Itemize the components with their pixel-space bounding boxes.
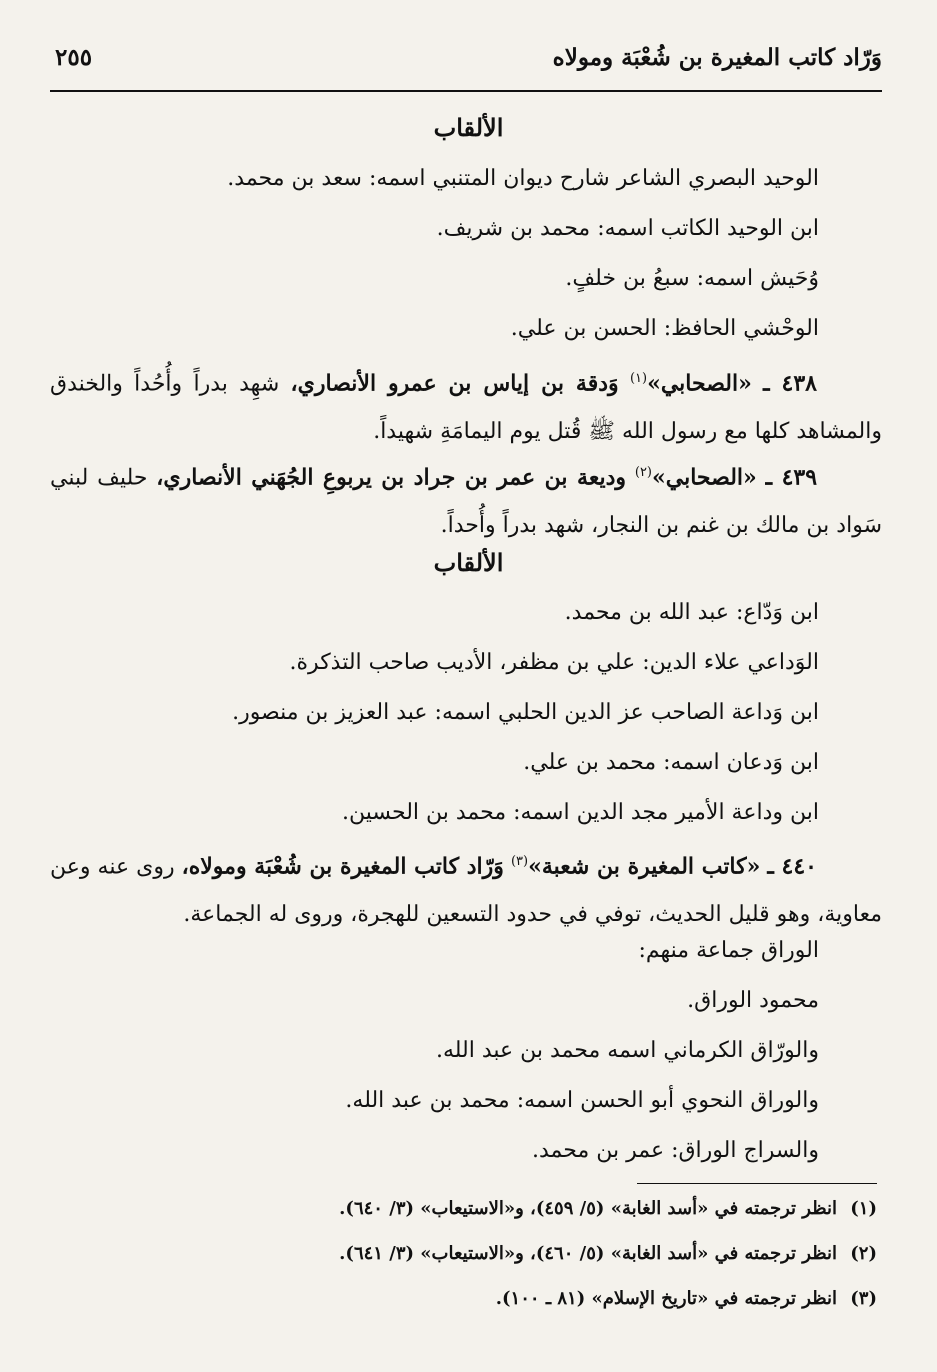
footnote-text: انظر ترجمته في «تاريخ الإسلام» (٨١ ـ ١٠٠). bbox=[495, 1288, 837, 1309]
section-heading-alqab-1: الألقاب bbox=[433, 113, 504, 142]
entry-name: وَرّاد كاتب المغيرة بن شُعْبَة ومولاه، bbox=[181, 853, 504, 880]
footnote-2 bbox=[339, 1243, 877, 1264]
footnote-ref: (٣) bbox=[510, 854, 529, 869]
entry-text: روى عنه وعن معاوية، وهو قليل الحديث، توفي في حدود التسعين للهجرة، وروى له الجماعة. bbox=[50, 854, 882, 928]
warraq-line-3: والورّاق الكرماني اسمه محمد بن عبد الله. bbox=[435, 1038, 819, 1063]
entry-number: ٤٣٨ ـ bbox=[763, 370, 817, 397]
footnote-text: انظر ترجمته في «أسد الغابة» (٥/ ٤٥٩)، و«الاستيعاب» (٣/ ٦٤٠). bbox=[339, 1198, 837, 1219]
footnote-ref: (١) bbox=[629, 371, 648, 386]
footnote-rule bbox=[637, 1183, 877, 1184]
page-header bbox=[55, 40, 882, 80]
warraq-line-2: محمود الوراق. bbox=[687, 988, 819, 1013]
alqab-line-3: وُحَيش اسمه: سبعُ بن خلفٍ. bbox=[565, 266, 819, 291]
alqab2-line-5: ابن وداعة الأمير مجد الدين اسمه: محمد بن الحسين. bbox=[342, 800, 819, 825]
footnote-ref: (٢) bbox=[634, 465, 652, 480]
warraq-line-1: الوراق جماعة منهم: bbox=[638, 938, 819, 963]
footnote-number: (٢) bbox=[850, 1243, 877, 1264]
alqab-line-1: الوحيد البصري الشاعر شارح ديوان المتنبي اسمه: سعد بن محمد. bbox=[227, 166, 819, 191]
entry-number: ٤٤٠ ـ bbox=[767, 853, 817, 880]
footnote-1 bbox=[339, 1198, 877, 1219]
alqab2-line-4: ابن وَدعان اسمه: محمد بن علي. bbox=[523, 750, 819, 775]
footnote-number: (٣) bbox=[850, 1288, 877, 1309]
entry-tag: «كاتب المغيرة بن شعبة» bbox=[528, 853, 761, 880]
entry-438 bbox=[50, 355, 882, 456]
entry-439 bbox=[50, 449, 882, 550]
entry-name: وَدقة بن إياس بن عمرو الأنصاري، bbox=[290, 370, 619, 397]
page-number: ٢٥٥ bbox=[55, 44, 93, 71]
section-heading-alqab-2: الألقاب bbox=[433, 548, 504, 577]
running-title: وَرّاد كاتب المغيرة بن شُعْبَة ومولاه bbox=[552, 44, 882, 71]
alqab2-line-3: ابن وَداعة الصاحب عز الدين الحلبي اسمه: عبد العزيز بن منصور. bbox=[232, 700, 819, 725]
entry-tag: «الصحابي» bbox=[647, 370, 752, 397]
entry-tag: «الصحابي» bbox=[652, 464, 757, 491]
entry-text: حليف لبني سَواد بن مالك بن غنم بن النجار، شهد بدراً وأُحداً. bbox=[50, 465, 882, 539]
entry-440 bbox=[50, 838, 882, 939]
alqab2-line-2: الوَداعي علاء الدين: علي بن مظفر، الأديب صاحب التذكرة. bbox=[289, 650, 819, 675]
footnote-text: انظر ترجمته في «أسد الغابة» (٥/ ٤٦٠)، و«الاستيعاب» (٣/ ٦٤١). bbox=[339, 1243, 837, 1264]
header-rule bbox=[50, 90, 882, 92]
footnote-number: (١) bbox=[850, 1198, 877, 1219]
footnote-3 bbox=[496, 1288, 877, 1309]
warraq-line-5: والسراج الوراق: عمر بن محمد. bbox=[532, 1138, 819, 1163]
alqab2-line-1: ابن وَدّاع: عبد الله بن محمد. bbox=[564, 600, 819, 625]
entry-name: وديعة بن عمر بن جراد بن يربوعِ الجُهَني الأنصاري، bbox=[156, 464, 627, 491]
alqab-line-2: ابن الوحيد الكاتب اسمه: محمد بن شريف. bbox=[436, 216, 819, 241]
alqab-line-4: الوحْشي الحافظ: الحسن بن علي. bbox=[510, 316, 819, 341]
entry-text: شهِد بدراً وأُحُداً والخندق والمشاهد كلها مع رسول الله ﷺ قُتل يوم اليمامَةِ شهيداً. bbox=[50, 371, 882, 445]
entry-number: ٤٣٩ ـ bbox=[765, 464, 818, 491]
warraq-line-4: والوراق النحوي أبو الحسن اسمه: محمد بن عبد الله. bbox=[345, 1088, 819, 1113]
